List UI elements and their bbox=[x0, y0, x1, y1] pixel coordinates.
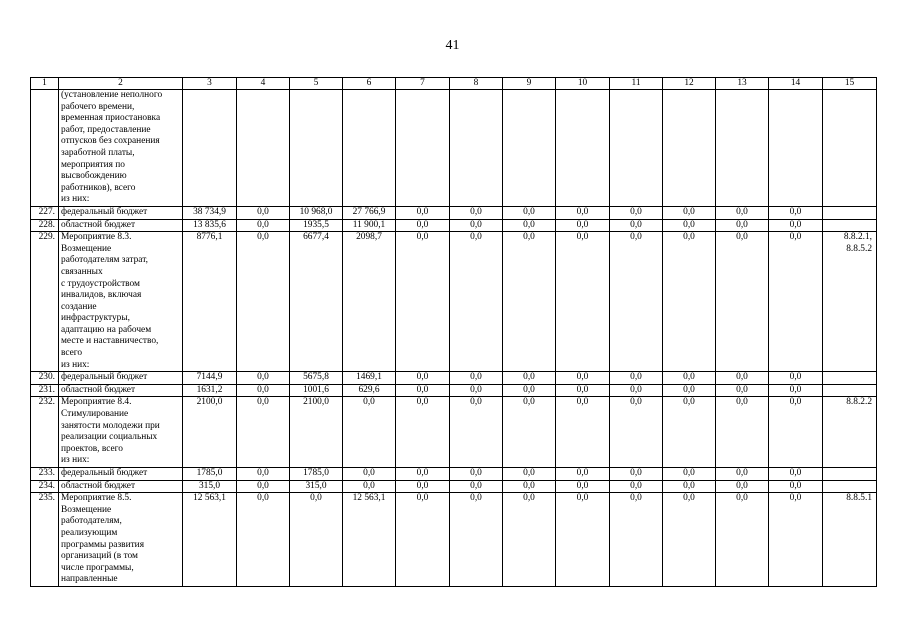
value-cell: 0,0 bbox=[716, 372, 769, 385]
value-cell: 8776,1 bbox=[183, 232, 237, 372]
value-cell: 0,0 bbox=[450, 219, 503, 232]
value-cell: 11 900,1 bbox=[343, 219, 396, 232]
value-cell: 1469,1 bbox=[343, 372, 396, 385]
row-description: областной бюджет bbox=[59, 480, 183, 493]
row-number: 228. bbox=[31, 219, 59, 232]
value-cell: 0,0 bbox=[716, 493, 769, 587]
value-cell: 0,0 bbox=[503, 372, 556, 385]
value-cell: 0,0 bbox=[716, 397, 769, 468]
value-cell: 0,0 bbox=[663, 372, 716, 385]
value-cell: 1631,2 bbox=[183, 384, 237, 397]
value-cell: 0,0 bbox=[610, 397, 663, 468]
row-description: Мероприятие 8.5. Возмещение работодателям, реализующим программы развития организаций (в том числе программы, направленные bbox=[59, 493, 183, 587]
value-cell: 2100,0 bbox=[290, 397, 343, 468]
value-cell bbox=[663, 90, 716, 207]
value-cell: 0,0 bbox=[396, 206, 450, 219]
table-row bbox=[31, 219, 877, 232]
column-header: 6 bbox=[343, 78, 396, 90]
value-cell: 0,0 bbox=[450, 384, 503, 397]
value-cell: 0,0 bbox=[610, 219, 663, 232]
value-cell: 0,0 bbox=[663, 232, 716, 372]
indicator-code bbox=[823, 480, 877, 493]
value-cell: 0,0 bbox=[716, 232, 769, 372]
value-cell bbox=[556, 90, 610, 207]
column-header: 1 bbox=[31, 78, 59, 90]
value-cell: 315,0 bbox=[183, 480, 237, 493]
column-header: 2 bbox=[59, 78, 183, 90]
value-cell: 0,0 bbox=[396, 397, 450, 468]
table-row bbox=[31, 372, 877, 385]
column-header: 12 bbox=[663, 78, 716, 90]
row-number: 231. bbox=[31, 384, 59, 397]
row-number: 230. bbox=[31, 372, 59, 385]
value-cell: 0,0 bbox=[663, 493, 716, 587]
value-cell: 1001,6 bbox=[290, 384, 343, 397]
value-cell: 0,0 bbox=[450, 468, 503, 481]
value-cell: 0,0 bbox=[663, 206, 716, 219]
budget-table bbox=[30, 77, 877, 587]
table-row bbox=[31, 90, 877, 207]
value-cell: 0,0 bbox=[716, 384, 769, 397]
value-cell: 0,0 bbox=[450, 480, 503, 493]
value-cell: 0,0 bbox=[450, 206, 503, 219]
value-cell: 2100,0 bbox=[183, 397, 237, 468]
value-cell: 12 563,1 bbox=[343, 493, 396, 587]
indicator-code bbox=[823, 384, 877, 397]
value-cell: 0,0 bbox=[450, 493, 503, 587]
value-cell: 0,0 bbox=[716, 206, 769, 219]
value-cell: 0,0 bbox=[396, 372, 450, 385]
value-cell: 0,0 bbox=[290, 493, 343, 587]
value-cell: 0,0 bbox=[663, 384, 716, 397]
value-cell: 0,0 bbox=[663, 219, 716, 232]
table-row bbox=[31, 480, 877, 493]
value-cell: 0,0 bbox=[503, 480, 556, 493]
table-row bbox=[31, 493, 877, 587]
value-cell: 0,0 bbox=[343, 468, 396, 481]
value-cell: 0,0 bbox=[237, 468, 290, 481]
value-cell: 0,0 bbox=[610, 206, 663, 219]
value-cell: 0,0 bbox=[396, 219, 450, 232]
value-cell: 0,0 bbox=[503, 397, 556, 468]
column-header: 9 bbox=[503, 78, 556, 90]
value-cell: 0,0 bbox=[610, 384, 663, 397]
column-header: 7 bbox=[396, 78, 450, 90]
column-header: 3 bbox=[183, 78, 237, 90]
value-cell: 0,0 bbox=[769, 384, 823, 397]
row-description: федеральный бюджет bbox=[59, 372, 183, 385]
value-cell: 0,0 bbox=[237, 372, 290, 385]
row-number: 232. bbox=[31, 397, 59, 468]
value-cell bbox=[396, 90, 450, 207]
indicator-code bbox=[823, 468, 877, 481]
value-cell: 5675,8 bbox=[290, 372, 343, 385]
value-cell bbox=[237, 90, 290, 207]
column-header: 10 bbox=[556, 78, 610, 90]
row-number: 234. bbox=[31, 480, 59, 493]
value-cell: 0,0 bbox=[610, 372, 663, 385]
indicator-code bbox=[823, 372, 877, 385]
value-cell: 0,0 bbox=[450, 232, 503, 372]
table-row bbox=[31, 468, 877, 481]
value-cell: 0,0 bbox=[237, 219, 290, 232]
value-cell: 0,0 bbox=[769, 397, 823, 468]
value-cell: 0,0 bbox=[716, 480, 769, 493]
indicator-code: 8.8.5.1 bbox=[823, 493, 877, 587]
value-cell bbox=[503, 90, 556, 207]
row-description: федеральный бюджет bbox=[59, 468, 183, 481]
row-number: 233. bbox=[31, 468, 59, 481]
value-cell: 38 734,9 bbox=[183, 206, 237, 219]
value-cell: 6677,4 bbox=[290, 232, 343, 372]
value-cell: 0,0 bbox=[769, 206, 823, 219]
value-cell: 0,0 bbox=[556, 232, 610, 372]
value-cell: 0,0 bbox=[237, 206, 290, 219]
value-cell: 0,0 bbox=[503, 206, 556, 219]
indicator-code bbox=[823, 90, 877, 207]
value-cell: 0,0 bbox=[556, 397, 610, 468]
value-cell: 0,0 bbox=[503, 232, 556, 372]
value-cell: 0,0 bbox=[663, 397, 716, 468]
value-cell bbox=[769, 90, 823, 207]
value-cell bbox=[450, 90, 503, 207]
indicator-code bbox=[823, 219, 877, 232]
row-description: областной бюджет bbox=[59, 384, 183, 397]
value-cell: 13 835,6 bbox=[183, 219, 237, 232]
value-cell bbox=[343, 90, 396, 207]
value-cell: 0,0 bbox=[503, 384, 556, 397]
value-cell: 0,0 bbox=[610, 493, 663, 587]
value-cell: 1785,0 bbox=[290, 468, 343, 481]
value-cell: 0,0 bbox=[663, 480, 716, 493]
value-cell: 1935,5 bbox=[290, 219, 343, 232]
value-cell: 0,0 bbox=[503, 493, 556, 587]
column-header: 4 bbox=[237, 78, 290, 90]
page-number: 41 bbox=[445, 38, 460, 53]
value-cell bbox=[290, 90, 343, 207]
value-cell: 0,0 bbox=[503, 219, 556, 232]
value-cell bbox=[183, 90, 237, 207]
indicator-code: 8.8.2.1, 8.8.5.2 bbox=[823, 232, 877, 372]
value-cell: 0,0 bbox=[769, 219, 823, 232]
value-cell: 0,0 bbox=[556, 372, 610, 385]
value-cell: 7144,9 bbox=[183, 372, 237, 385]
table-row bbox=[31, 206, 877, 219]
row-description: Мероприятие 8.3. Возмещение работодателям затрат, связанных с трудоустройством инвалидов, включая создание инфраструктуры, адаптацию на рабочем месте и наставничество, всего из них: bbox=[59, 232, 183, 372]
value-cell: 0,0 bbox=[237, 397, 290, 468]
value-cell: 0,0 bbox=[396, 493, 450, 587]
value-cell: 629,6 bbox=[343, 384, 396, 397]
row-description: федеральный бюджет bbox=[59, 206, 183, 219]
value-cell: 0,0 bbox=[610, 232, 663, 372]
value-cell: 0,0 bbox=[610, 468, 663, 481]
value-cell: 0,0 bbox=[237, 384, 290, 397]
column-header: 13 bbox=[716, 78, 769, 90]
value-cell: 315,0 bbox=[290, 480, 343, 493]
value-cell: 0,0 bbox=[556, 206, 610, 219]
value-cell bbox=[716, 90, 769, 207]
value-cell: 27 766,9 bbox=[343, 206, 396, 219]
value-cell: 0,0 bbox=[396, 232, 450, 372]
value-cell: 10 968,0 bbox=[290, 206, 343, 219]
value-cell: 12 563,1 bbox=[183, 493, 237, 587]
value-cell: 0,0 bbox=[610, 480, 663, 493]
value-cell bbox=[610, 90, 663, 207]
value-cell: 0,0 bbox=[343, 397, 396, 468]
value-cell: 0,0 bbox=[769, 232, 823, 372]
value-cell: 0,0 bbox=[396, 468, 450, 481]
value-cell: 0,0 bbox=[769, 468, 823, 481]
column-header: 14 bbox=[769, 78, 823, 90]
row-number: 235. bbox=[31, 493, 59, 587]
table-header-row bbox=[31, 78, 877, 90]
row-number: 227. bbox=[31, 206, 59, 219]
value-cell: 0,0 bbox=[556, 493, 610, 587]
column-header: 11 bbox=[610, 78, 663, 90]
value-cell: 0,0 bbox=[769, 372, 823, 385]
table-row bbox=[31, 232, 877, 372]
value-cell: 0,0 bbox=[556, 468, 610, 481]
value-cell: 0,0 bbox=[503, 468, 556, 481]
value-cell: 0,0 bbox=[237, 232, 290, 372]
indicator-code: 8.8.2.2 bbox=[823, 397, 877, 468]
row-number: 229. bbox=[31, 232, 59, 372]
value-cell: 1785,0 bbox=[183, 468, 237, 481]
value-cell: 0,0 bbox=[237, 480, 290, 493]
column-header: 15 bbox=[823, 78, 877, 90]
value-cell: 0,0 bbox=[556, 384, 610, 397]
value-cell: 0,0 bbox=[663, 468, 716, 481]
value-cell: 2098,7 bbox=[343, 232, 396, 372]
table-row bbox=[31, 397, 877, 468]
value-cell: 0,0 bbox=[556, 480, 610, 493]
value-cell: 0,0 bbox=[450, 372, 503, 385]
row-description: (установление неполного рабочего времени, временная приостановка работ, предоставление отпусков без сохранения заработной платы, мероприятия по высвобождению работников), всего из них: bbox=[59, 90, 183, 207]
value-cell: 0,0 bbox=[769, 480, 823, 493]
value-cell: 0,0 bbox=[556, 219, 610, 232]
value-cell: 0,0 bbox=[396, 384, 450, 397]
value-cell: 0,0 bbox=[716, 219, 769, 232]
column-header: 5 bbox=[290, 78, 343, 90]
row-description: областной бюджет bbox=[59, 219, 183, 232]
row-description: Мероприятие 8.4. Стимулирование занятости молодежи при реализации социальных проектов, всего из них: bbox=[59, 397, 183, 468]
value-cell: 0,0 bbox=[396, 480, 450, 493]
value-cell: 0,0 bbox=[716, 468, 769, 481]
column-header: 8 bbox=[450, 78, 503, 90]
indicator-code bbox=[823, 206, 877, 219]
table-row bbox=[31, 384, 877, 397]
value-cell: 0,0 bbox=[450, 397, 503, 468]
value-cell: 0,0 bbox=[769, 493, 823, 587]
value-cell: 0,0 bbox=[237, 493, 290, 587]
row-number bbox=[31, 90, 59, 207]
value-cell: 0,0 bbox=[343, 480, 396, 493]
